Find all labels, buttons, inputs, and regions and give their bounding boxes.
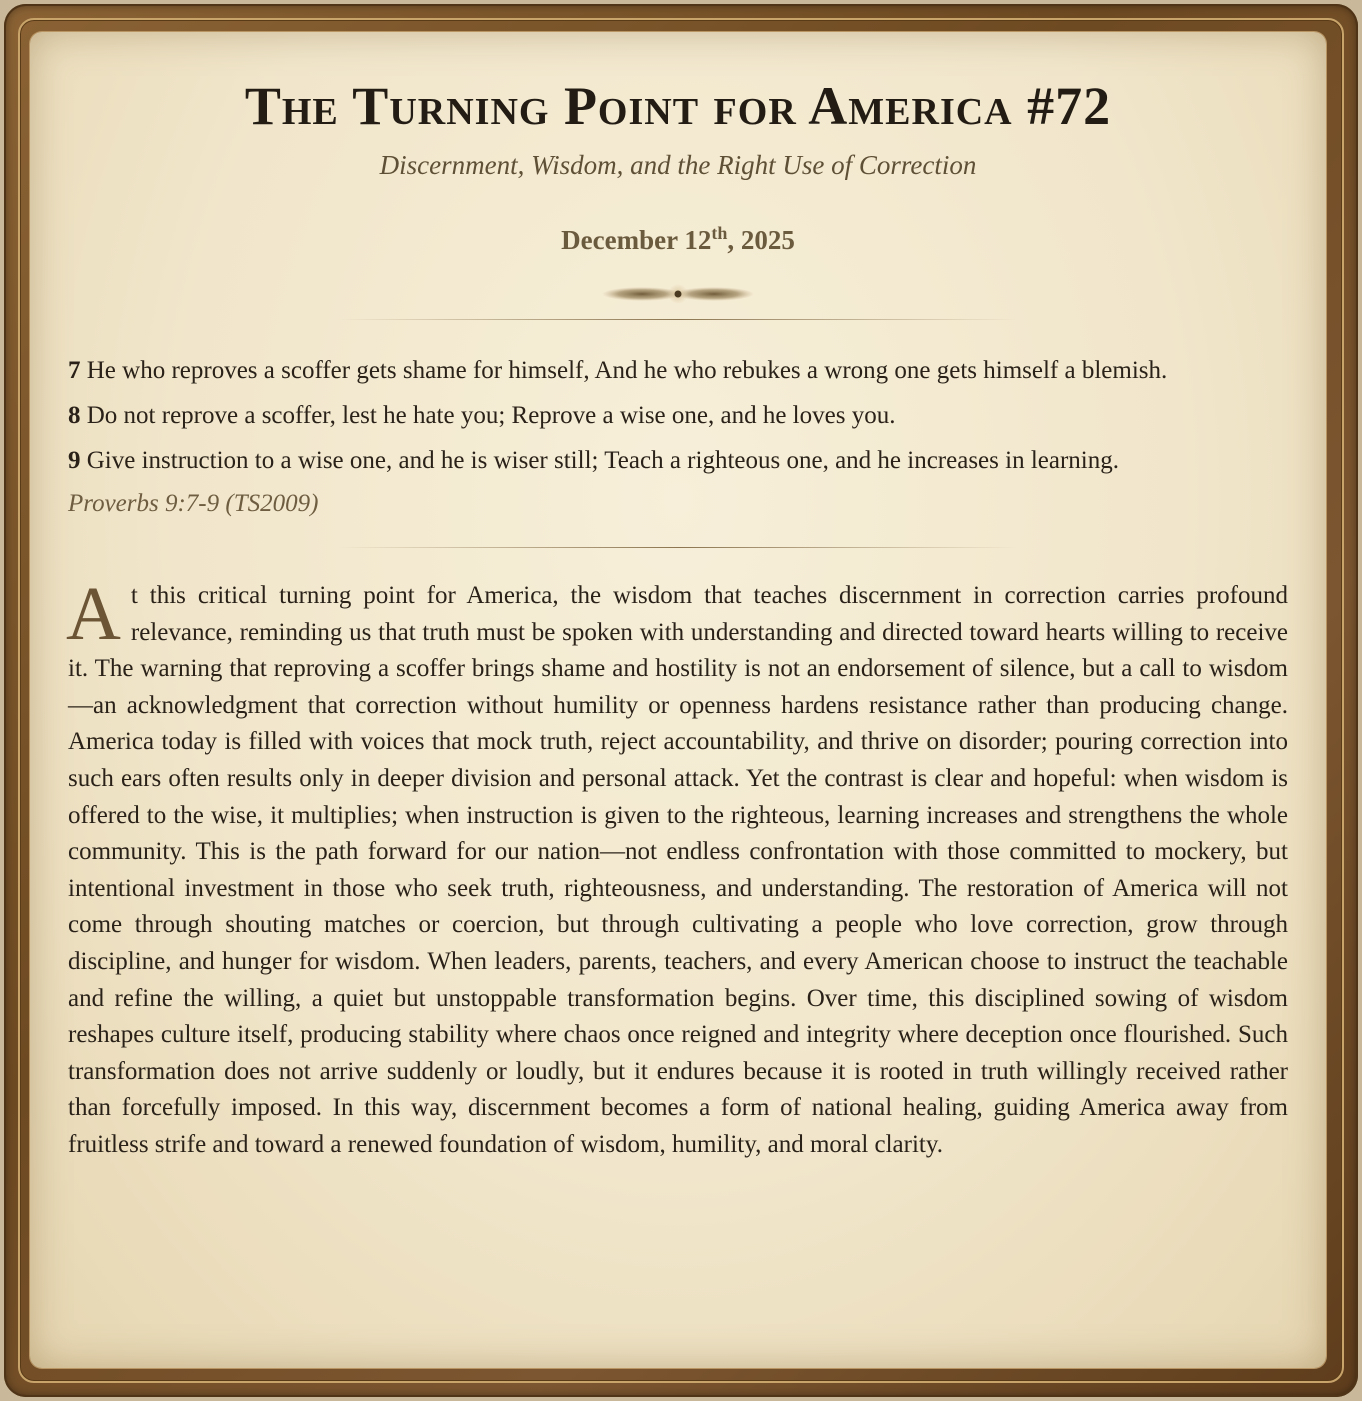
verse-number: 8: [68, 402, 81, 429]
verse-9: [68, 442, 1288, 479]
verse-text: Do not reprove a scoffer, lest he hate you; Reprove a wise one, and he loves you.: [80, 402, 896, 429]
verse-8: [68, 397, 1288, 434]
verse-number: 7: [68, 357, 81, 384]
essay-text: t this critical turning point for America, the wisdom that teaches discernment in correction carries profound relevance, reminding us that truth must be spoken with understanding and directed toward hearts willing to receive it. The warning that reproving a scoffer brings shame and hostility is not an endorsement of silence, but a call to wisdom—an acknowledgment that correction without humility or openness hardens resistance rather than producing change. America today is filled with voices that mock truth, reject accountability, and thrive on disorder; pouring correction into such ears often results only in deeper division and personal attack. Yet the contrast is clear and hopeful: when wisdom is offered to the wise, it multiplies; when instruction is given to the righteous, learning increases and strengthens the whole community. This is the path forward for our nation—not endless confrontation with those committed to mockery, but intentional investment in those who seek truth, righteousness, and understanding. The restoration of America will not come through shouting matches or coercion, but through cultivating a people who love correction, grow through discipline, and hunger for wisdom. When leaders, parents, teachers, and every American choose to instruct the teachable and refine the willing, a quiet but unstoppable transformation begins. Over time, this disciplined sowing of wisdom reshapes culture itself, producing stability where chaos once reigned and integrity where deception once flourished. Such transformation does not arrive suddenly or loudly, but it endures because it is rooted in truth willingly received rather than forcefully imposed. In this way, discernment becomes a form of national healing, guiding America away from fruitless strife and toward a renewed foundation of wisdom, humility, and moral clarity.: [68, 582, 1288, 1158]
parchment-page: [30, 32, 1326, 1368]
page-title: The Turning Point for America #72: [244, 76, 1112, 136]
verse-text: Give instruction to a wise one, and he is wiser still; Teach a righteous one, and he increases in learning.: [80, 447, 1119, 474]
divider-line: [338, 547, 1018, 548]
drop-cap: A: [66, 572, 121, 656]
publication-date: [68, 216, 1288, 257]
essay-body: [66, 572, 1288, 1164]
date-day: December 12: [561, 225, 712, 255]
scripture-passage: [68, 352, 1288, 521]
verse-text: He who reproves a scoffer gets shame for himself, And he who rebukes a wrong one gets himself a blemish.: [80, 357, 1168, 384]
date-ordinal-suffix: th: [711, 223, 728, 243]
divider-line: [338, 319, 1018, 320]
scripture-citation: Proverbs 9:7-9 (TS2009): [68, 490, 319, 517]
verse-7: [68, 352, 1288, 389]
verse-number: 9: [68, 447, 81, 474]
ornament-divider-icon: [598, 283, 758, 305]
date-year: , 2025: [727, 225, 795, 255]
page-subtitle: Discernment, Wisdom, and the Right Use of Correction: [379, 150, 977, 180]
